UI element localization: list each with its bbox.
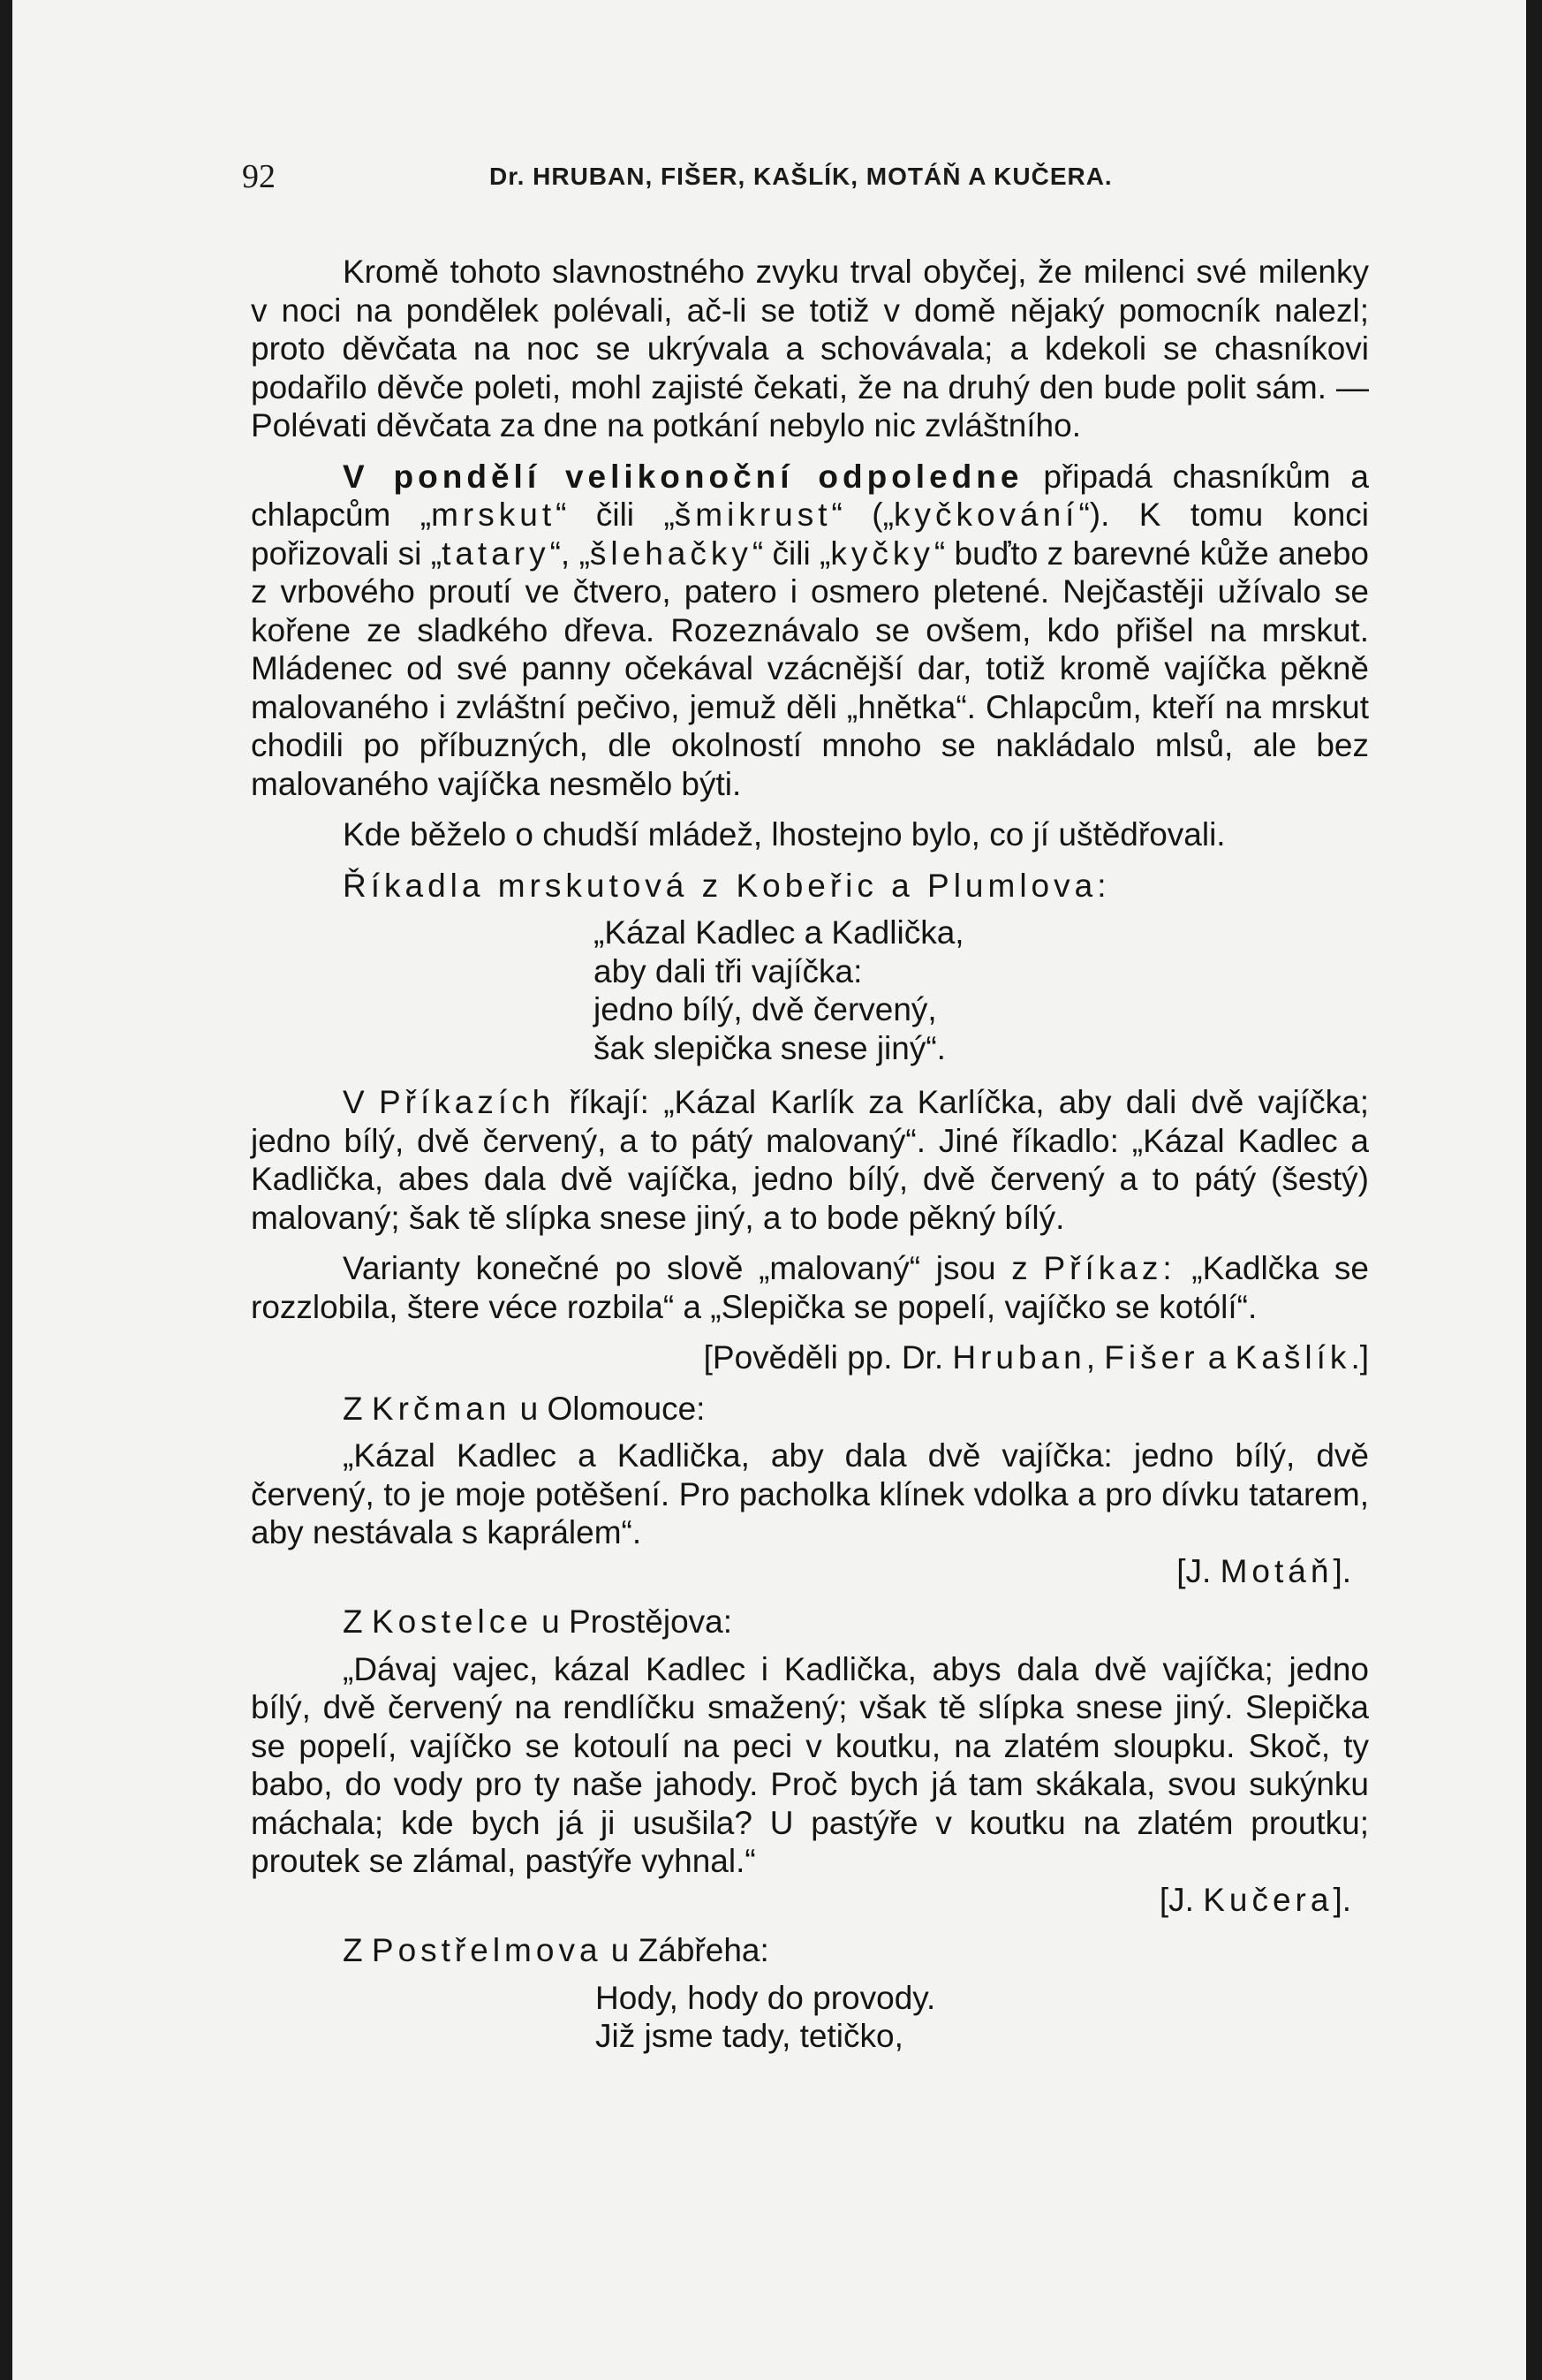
text-run: V [343, 1084, 379, 1120]
text-run: Z [343, 1390, 372, 1427]
spaced-term: šlehačky [589, 534, 752, 572]
text-run: [Pověděli pp. Dr. [703, 1339, 953, 1376]
poem-line: šak slepička snese jiný“. [593, 1029, 946, 1066]
section-heading [251, 1603, 1369, 1641]
spaced-term: Kostelce [371, 1603, 533, 1640]
attribution [251, 1338, 1369, 1377]
text-run: ]. [1333, 1552, 1351, 1589]
text-run: “, „ [549, 534, 590, 572]
paragraph [251, 1249, 1369, 1326]
text-run: a [1198, 1339, 1236, 1376]
text-run: “). K tomu konci pořizovali si „ [251, 496, 1369, 572]
spaced-term: Krčman [371, 1390, 511, 1427]
text-run: “ čili „ [556, 496, 675, 533]
text-run: Z [343, 1603, 372, 1640]
bold-phrase: V pondělí velikonoční odpoledne [343, 458, 1024, 495]
text-run: připadá chasníkům a chlapcům „ [251, 458, 1370, 533]
body-text [251, 253, 1369, 2056]
spaced-term: kyčky [830, 534, 934, 572]
spaced-term: Postřelmova [371, 1932, 602, 1968]
spaced-term: Říkadla mrskutová z Kobeřic a Plumlova: [343, 867, 1111, 904]
poem [595, 1979, 1369, 2056]
page-number: 92 [242, 158, 276, 195]
text-run: u Zábřeha: [601, 1932, 769, 1968]
section-heading [251, 1390, 1369, 1429]
spaced-term: Fišer [1104, 1339, 1199, 1376]
text-run: Z [343, 1932, 372, 1968]
text-run: .] [1350, 1339, 1369, 1376]
section-heading [251, 867, 1369, 906]
spaced-term: šmikrust [674, 496, 832, 533]
spaced-term: Hruban [952, 1339, 1086, 1376]
spaced-term: mrskut [431, 496, 556, 533]
spaced-term: tatary [442, 534, 550, 572]
poem [593, 913, 1369, 1067]
spaced-term: Motáň [1220, 1552, 1334, 1589]
section-heading [251, 1931, 1369, 1970]
running-head: Dr. HRUBAN, FIŠER, KAŠLÍK, MOTÁŇ A KUČERA. [489, 163, 1113, 190]
paragraph [251, 1650, 1369, 1920]
text-run: “ čili „ [752, 534, 831, 572]
text-run: u Olomouce: [510, 1390, 706, 1427]
text-run: Varianty konečné po slově „malovaný“ jsou z [343, 1250, 1044, 1286]
paragraph [251, 1436, 1369, 1590]
poem-line: Již jsme tady, tetičko, [595, 2018, 903, 2054]
text-run: říkají: „Kázal Karlík za Karlíčka, aby dali dvě vajíčka; jedno bílý, dvě červený, a to pátý malovaný“. Jiné říkadlo: „Kázal Kadlec a Kadlička, abes dala dvě vajíčka, jedno bílý, dvě červený a to pátý (šestý) malovaný; šak tě slípka snese jiný, a to bode pěkný bílý. [251, 1084, 1369, 1236]
text-run: „Dávaj vajec, kázal Kadlec i Kadlička, abys dala dvě vajíčka; jedno bílý, dvě červený na rendlíčku smažený; však tě slípka snese jiný. Slepička se popelí, vajíčko se kotoulí na peci v koutku, na zlatém sloupku. Skoč, ty babo, do vody pro ty naše jahody. Proč bych já tam skákala, svou sukýnku máchala; kde bych já ji usušila? U pastýře v koutku na zlatém proutku; proutek se zlámal, pastýře vyhnal.“ [251, 1650, 1369, 1879]
paragraph [251, 1083, 1369, 1237]
signature [251, 1552, 1369, 1591]
poem-line: Hody, hody do provody. [595, 1979, 936, 2016]
poem-line: aby dali tři vajíčka: [593, 952, 863, 989]
text-run: “ buďto z barevné kůže anebo z vrbového proutí ve čtvero, patero i osmero pletené. Nejčastěji užívalo se kořene ze sladkého dřeva. Rozeznávalo se ovšem, kdo přišel na mrskut. Mládenec od své panny očekával vzácnější dar, totiž kromě vajíčka pěkně malovaného i zvláštní pečivo, jemuž děli „hnětka“. Chlapcům, kteří na mrskut chodili po příbuzných, dle okolností mnoho se nakládalo mlsů, ale bez malovaného vajíčka nesmělo býti. [251, 534, 1369, 802]
text-run: „Kázal Kadlec a Kadlička, aby dala dvě vajíčka: jedno bílý, dvě červený, to je moje potěšení. Pro pacholka klínek vdolka a pro dívku tatarem, aby nestávala s kaprálem“. [251, 1437, 1369, 1550]
paragraph: Kromě tohoto slavnostného zvyku trval obyčej, že milenci své milenky v noci na pondělek polévali, ač-li se totiž v domě nějaký pomocník nalezl; proto děvčata na noc se ukrývala a schovávala; a kdekoli se chasníkovi podařilo děvče poleti, mohl zajisté čekati, že na druhý den bude polit sám. — Polévati děvčata za dne na potkání nebylo nic zvláštního. [251, 254, 1369, 443]
paragraph: Kde běželo o chudší mládež, lhostejno bylo, co jí uštědřovali. [343, 816, 1226, 853]
poem-line: „Kázal Kadlec a Kadlička, [593, 914, 964, 951]
text-run: „Kadlčka se rozzlobila, štere véce rozbila“ a „Slepička se popelí, vajíčko se kotólí“. [251, 1250, 1370, 1325]
text-run: [J. [1159, 1881, 1204, 1918]
spaced-term: Příkazích [378, 1084, 556, 1120]
text-run: u Prostějova: [532, 1603, 733, 1640]
paragraph [251, 458, 1369, 804]
scanned-page [12, 0, 1526, 2380]
text-run: [J. [1176, 1552, 1221, 1589]
spaced-term: kyčkování [893, 496, 1079, 533]
spaced-term: Kašlík [1235, 1339, 1351, 1376]
signature [251, 1881, 1369, 1920]
text-run: ]. [1333, 1881, 1351, 1918]
text-run: , [1085, 1339, 1105, 1376]
poem-line: jedno bílý, dvě červený, [593, 991, 937, 1027]
text-run: “ („ [831, 496, 894, 533]
spaced-term: Kučera [1203, 1881, 1334, 1918]
spaced-term: Příkaz: [1043, 1250, 1176, 1286]
